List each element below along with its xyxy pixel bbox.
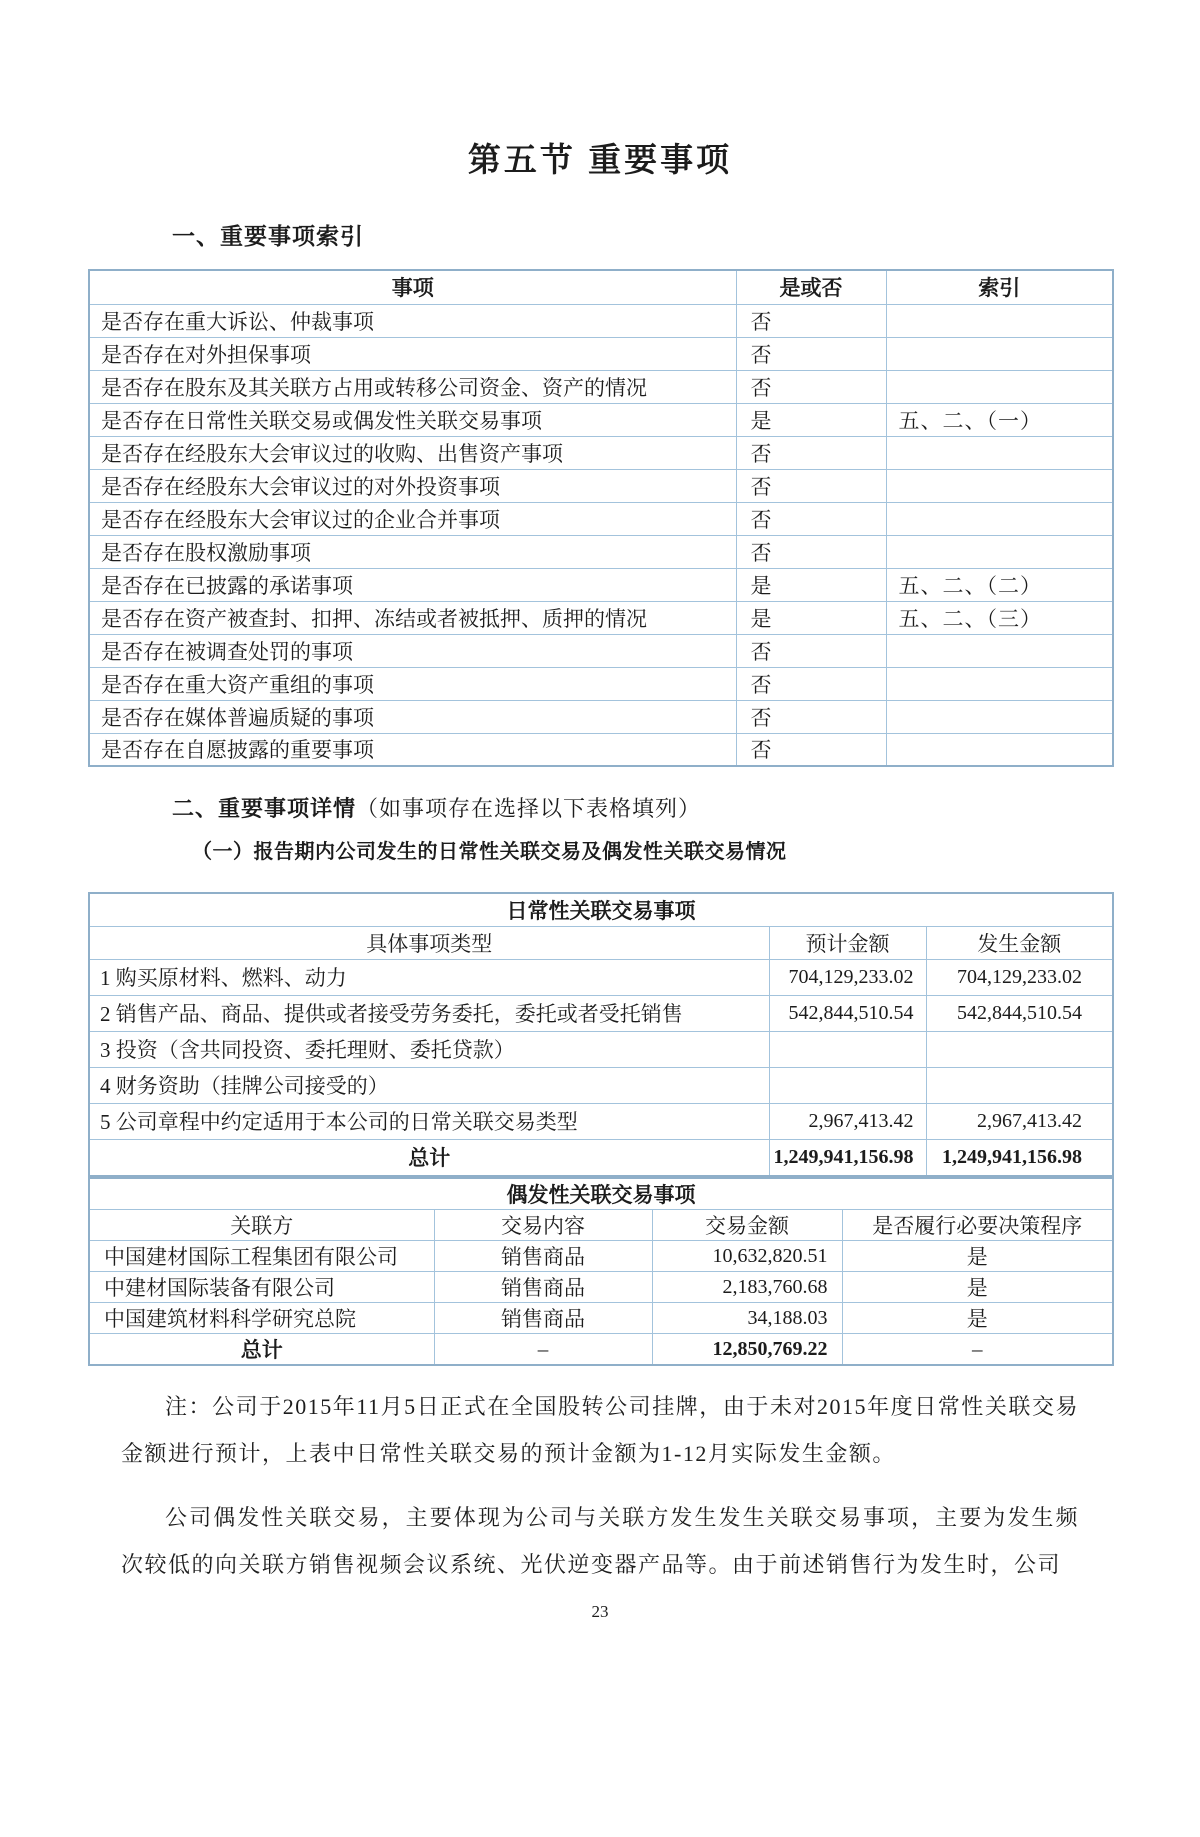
content-cell: 销售商品	[434, 1272, 652, 1303]
col-header-actual: 发生金额	[926, 926, 1113, 959]
important-matters-index-table	[88, 269, 1114, 767]
item-cell: 是否存在已披露的承诺事项	[89, 568, 736, 601]
estimated-cell: 542,844,510.54	[769, 995, 926, 1031]
table-row	[89, 1031, 1113, 1067]
table-span-header-row	[89, 1178, 1113, 1210]
total-label: 总计	[89, 1334, 434, 1366]
type-cell: 1 购买原材料、燃料、动力	[89, 959, 769, 995]
table-row	[89, 959, 1113, 995]
item-cell: 是否存在日常性关联交易或偶发性关联交易事项	[89, 403, 736, 436]
col-header-index: 索引	[886, 270, 1113, 304]
index-cell	[886, 469, 1113, 502]
yes-no-cell: 否	[736, 370, 886, 403]
table-row	[89, 667, 1113, 700]
index-cell	[886, 370, 1113, 403]
yes-no-cell: 否	[736, 667, 886, 700]
col-header-estimated: 预计金额	[769, 926, 926, 959]
index-cell	[886, 337, 1113, 370]
index-cell	[886, 535, 1113, 568]
index-cell: 五、二、（三）	[886, 601, 1113, 634]
incidental-related-party-table	[88, 1177, 1114, 1366]
table-row	[89, 502, 1113, 535]
table-row	[89, 634, 1113, 667]
table-row	[89, 1272, 1113, 1303]
item-cell: 是否存在被调查处罚的事项	[89, 634, 736, 667]
note-paragraph: 注：公司于2015年11月5日正式在全国股转公司挂牌，由于未对2015年度日常性关联交易金额进行预计，上表中日常性关联交易的预计金额为1-12月实际发生金额。	[121, 1394, 1079, 1466]
actual-cell: 704,129,233.02	[926, 959, 1113, 995]
table-row	[89, 601, 1113, 634]
item-cell: 是否存在经股东大会审议过的企业合并事项	[89, 502, 736, 535]
table-row	[89, 436, 1113, 469]
actual-cell: 2,967,413.42	[926, 1103, 1113, 1139]
yes-no-cell: 是	[736, 601, 886, 634]
yes-no-cell: 否	[736, 502, 886, 535]
total-row	[89, 1334, 1113, 1366]
table-row	[89, 700, 1113, 733]
party-cell: 中建材国际装备有限公司	[89, 1272, 434, 1303]
item-cell: 是否存在媒体普遍质疑的事项	[89, 700, 736, 733]
index-cell: 五、二、（一）	[886, 403, 1113, 436]
procedure-cell: 是	[842, 1272, 1113, 1303]
index-cell	[886, 502, 1113, 535]
content-cell: 销售商品	[434, 1241, 652, 1272]
item-cell: 是否存在自愿披露的重要事项	[89, 733, 736, 766]
item-cell: 是否存在资产被查封、扣押、冻结或者被抵押、质押的情况	[89, 601, 736, 634]
incidental-table-title: 偶发性关联交易事项	[89, 1178, 1113, 1210]
table-row	[89, 304, 1113, 337]
actual-cell	[926, 1031, 1113, 1067]
total-label: 总计	[89, 1139, 769, 1176]
subsection-heading-related-party: （一）报告期内公司发生的日常性关联交易及偶发性关联交易情况	[192, 841, 787, 863]
col-header-type: 具体事项类型	[89, 926, 769, 959]
amount-cell: 34,188.03	[652, 1303, 842, 1334]
total-content: –	[434, 1334, 652, 1366]
table-row	[89, 995, 1113, 1031]
page-number: 23	[591, 1602, 609, 1621]
page-title: 第五节 重要事项	[467, 141, 733, 178]
yes-no-cell: 是	[736, 568, 886, 601]
col-header-procedure: 是否履行必要决策程序	[842, 1210, 1113, 1241]
item-cell: 是否存在经股东大会审议过的对外投资事项	[89, 469, 736, 502]
item-cell: 是否存在重大资产重组的事项	[89, 667, 736, 700]
yes-no-cell: 否	[736, 634, 886, 667]
type-cell: 5 公司章程中约定适用于本公司的日常关联交易类型	[89, 1103, 769, 1139]
party-cell: 中国建筑材料科学研究总院	[89, 1303, 434, 1334]
section-heading-details-main: 二、重要事项详情	[172, 796, 357, 821]
note-paragraph: 公司偶发性关联交易，主要体现为公司与关联方发生发生关联交易事项，主要为发生频次较低的向关联方销售视频会议系统、光伏逆变器产品等。由于前述销售行为发生时，公司	[121, 1505, 1079, 1577]
col-header-content: 交易内容	[434, 1210, 652, 1241]
table-row	[89, 403, 1113, 436]
procedure-cell: 是	[842, 1241, 1113, 1272]
estimated-cell: 704,129,233.02	[769, 959, 926, 995]
type-cell: 3 投资（含共同投资、委托理财、委托贷款）	[89, 1031, 769, 1067]
table-row	[89, 1067, 1113, 1103]
yes-no-cell: 是	[736, 403, 886, 436]
actual-cell: 542,844,510.54	[926, 995, 1113, 1031]
notes-block	[121, 1383, 1079, 1588]
table-header-row	[89, 270, 1113, 304]
total-row	[89, 1139, 1113, 1176]
daily-related-party-table	[88, 892, 1114, 1177]
col-header-amount: 交易金额	[652, 1210, 842, 1241]
index-cell	[886, 733, 1113, 766]
estimated-cell	[769, 1031, 926, 1067]
content-cell: 销售商品	[434, 1303, 652, 1334]
table-header-row	[89, 926, 1113, 959]
estimated-cell: 2,967,413.42	[769, 1103, 926, 1139]
yes-no-cell: 否	[736, 304, 886, 337]
index-cell	[886, 436, 1113, 469]
table-row	[89, 469, 1113, 502]
table-header-row	[89, 1210, 1113, 1241]
item-cell: 是否存在股东及其关联方占用或转移公司资金、资产的情况	[89, 370, 736, 403]
section-heading-index: 一、重要事项索引	[172, 223, 364, 249]
yes-no-cell: 否	[736, 436, 886, 469]
table-span-header-row	[89, 893, 1113, 926]
table-row	[89, 337, 1113, 370]
type-cell: 4 财务资助（挂牌公司接受的）	[89, 1067, 769, 1103]
item-cell: 是否存在股权激励事项	[89, 535, 736, 568]
table-row	[89, 370, 1113, 403]
total-actual: 1,249,941,156.98	[926, 1139, 1113, 1176]
table-row	[89, 1103, 1113, 1139]
section-heading-details	[172, 794, 1200, 824]
table-row	[89, 1241, 1113, 1272]
procedure-cell: 是	[842, 1303, 1113, 1334]
actual-cell	[926, 1067, 1113, 1103]
total-amount: 12,850,769.22	[652, 1334, 842, 1366]
yes-no-cell: 否	[736, 337, 886, 370]
index-cell	[886, 304, 1113, 337]
total-estimated: 1,249,941,156.98	[769, 1139, 926, 1176]
table-row	[89, 535, 1113, 568]
item-cell: 是否存在重大诉讼、仲裁事项	[89, 304, 736, 337]
item-cell: 是否存在对外担保事项	[89, 337, 736, 370]
index-cell	[886, 634, 1113, 667]
col-header-item: 事项	[89, 270, 736, 304]
estimated-cell	[769, 1067, 926, 1103]
table-row	[89, 733, 1113, 766]
section-heading-details-note: （如事项存在选择以下表格填列）	[356, 796, 702, 821]
item-cell: 是否存在经股东大会审议过的收购、出售资产事项	[89, 436, 736, 469]
table-row	[89, 568, 1113, 601]
type-cell: 2 销售产品、商品、提供或者接受劳务委托，委托或者受托销售	[89, 995, 769, 1031]
index-cell	[886, 700, 1113, 733]
party-cell: 中国建材国际工程集团有限公司	[89, 1241, 434, 1272]
col-header-party: 关联方	[89, 1210, 434, 1241]
yes-no-cell: 否	[736, 733, 886, 766]
index-cell: 五、二、（二）	[886, 568, 1113, 601]
total-procedure: –	[842, 1334, 1113, 1366]
amount-cell: 2,183,760.68	[652, 1272, 842, 1303]
yes-no-cell: 否	[736, 700, 886, 733]
yes-no-cell: 否	[736, 535, 886, 568]
amount-cell: 10,632,820.51	[652, 1241, 842, 1272]
yes-no-cell: 否	[736, 469, 886, 502]
table-row	[89, 1303, 1113, 1334]
index-cell	[886, 667, 1113, 700]
col-header-yes-no: 是或否	[736, 270, 886, 304]
daily-table-title: 日常性关联交易事项	[89, 893, 1113, 926]
